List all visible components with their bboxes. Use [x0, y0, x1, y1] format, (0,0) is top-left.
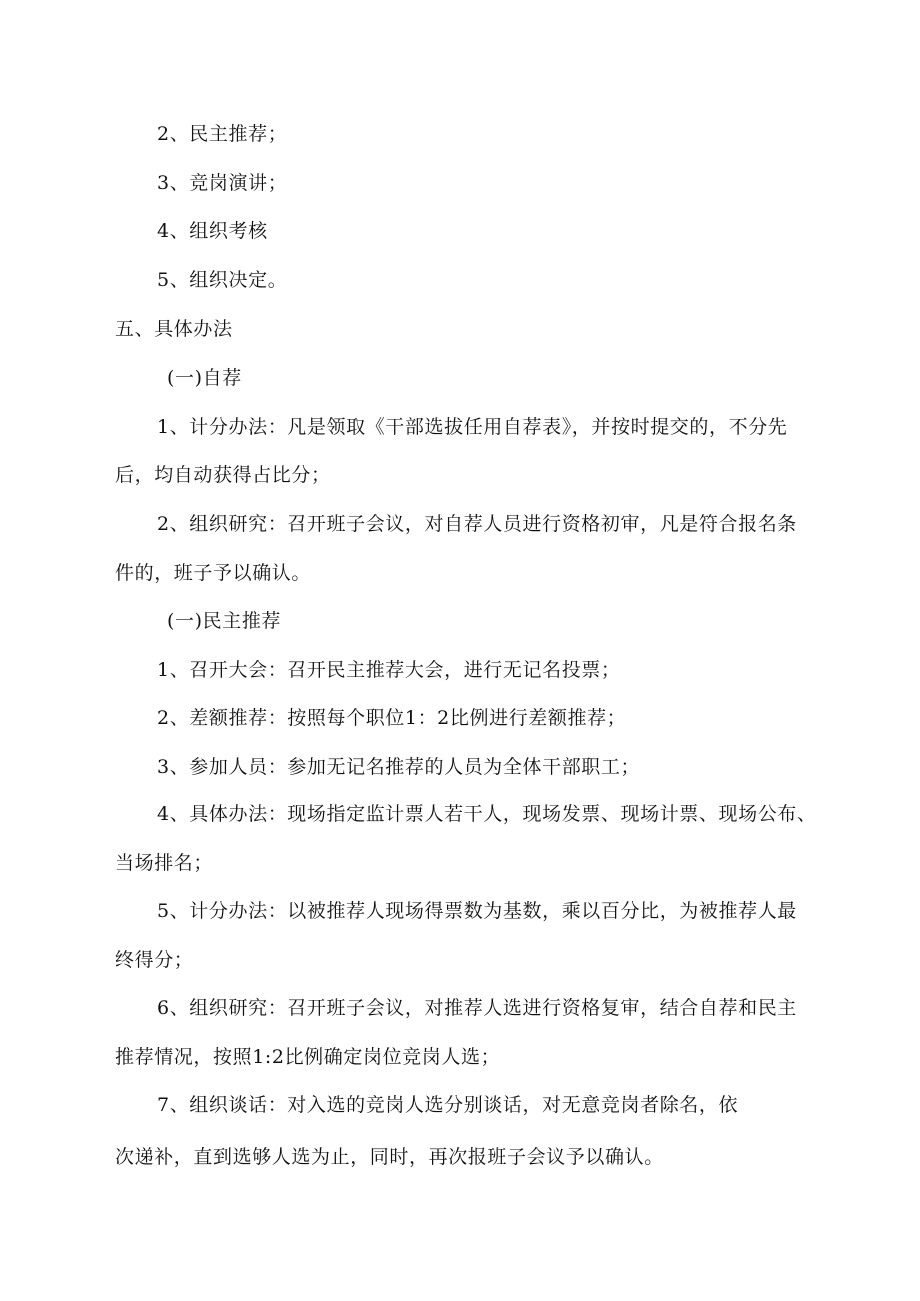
paragraph-line: 7、组织谈话：对入选的竞岗人选分别谈话，对无意竞岗者除名，依 — [157, 1094, 739, 1116]
list-item-competitive-speech: 3、竞岗演讲； — [157, 172, 288, 194]
list-item-organization-assessment: 4、组织考核 — [157, 220, 268, 242]
paragraph-line: 终得分； — [115, 949, 194, 971]
section-heading-specific-methods: 五、具体办法 — [115, 318, 233, 340]
paragraph-line: 2、组织研究：召开班子会议，对自荐人员进行资格初审，凡是符合报名条 — [157, 513, 797, 535]
paragraph-line: 件的，班子予以确认。 — [115, 562, 312, 584]
list-item-organization-decision: 5、组织决定。 — [157, 269, 288, 291]
subsection-heading-self-recommendation: (一)自荐 — [167, 367, 242, 389]
paragraph-line: 1、召开大会：召开民主推荐大会，进行无记名投票； — [157, 659, 621, 681]
paragraph-line: 当场排名； — [115, 852, 214, 874]
list-item-democratic-recommendation: 2、民主推荐； — [157, 123, 288, 145]
paragraph-line: 4、具体办法：现场指定监计票人若干人，现场发票、现场计票、现场公布、 — [157, 803, 817, 825]
paragraph-line: 5、计分办法：以被推荐人现场得票数为基数，乘以百分比，为被推荐人最 — [157, 900, 797, 922]
paragraph-line: 2、差额推荐：按照每个职位1：2比例进行差额推荐； — [157, 707, 627, 729]
paragraph-line: 推荐情况，按照1:2比例确定岗位竞岗人选； — [115, 1046, 501, 1068]
paragraph-line: 次递补，直到选够人选为止，同时，再次报班子会议予以确认。 — [115, 1146, 664, 1168]
paragraph-line: 1、计分办法：凡是领取《干部选拔任用自荐表》，并按时提交的，不分先 — [157, 416, 788, 438]
paragraph-line: 后，均自动获得占比分； — [115, 464, 331, 486]
paragraph-line: 3、参加人员：参加无记名推荐的人员为全体干部职工； — [157, 756, 641, 778]
paragraph-line: 6、组织研究：召开班子会议，对推荐人选进行资格复审，结合自荐和民主 — [157, 997, 797, 1019]
subsection-heading-democratic-recommendation: (一)民主推荐 — [167, 610, 282, 632]
